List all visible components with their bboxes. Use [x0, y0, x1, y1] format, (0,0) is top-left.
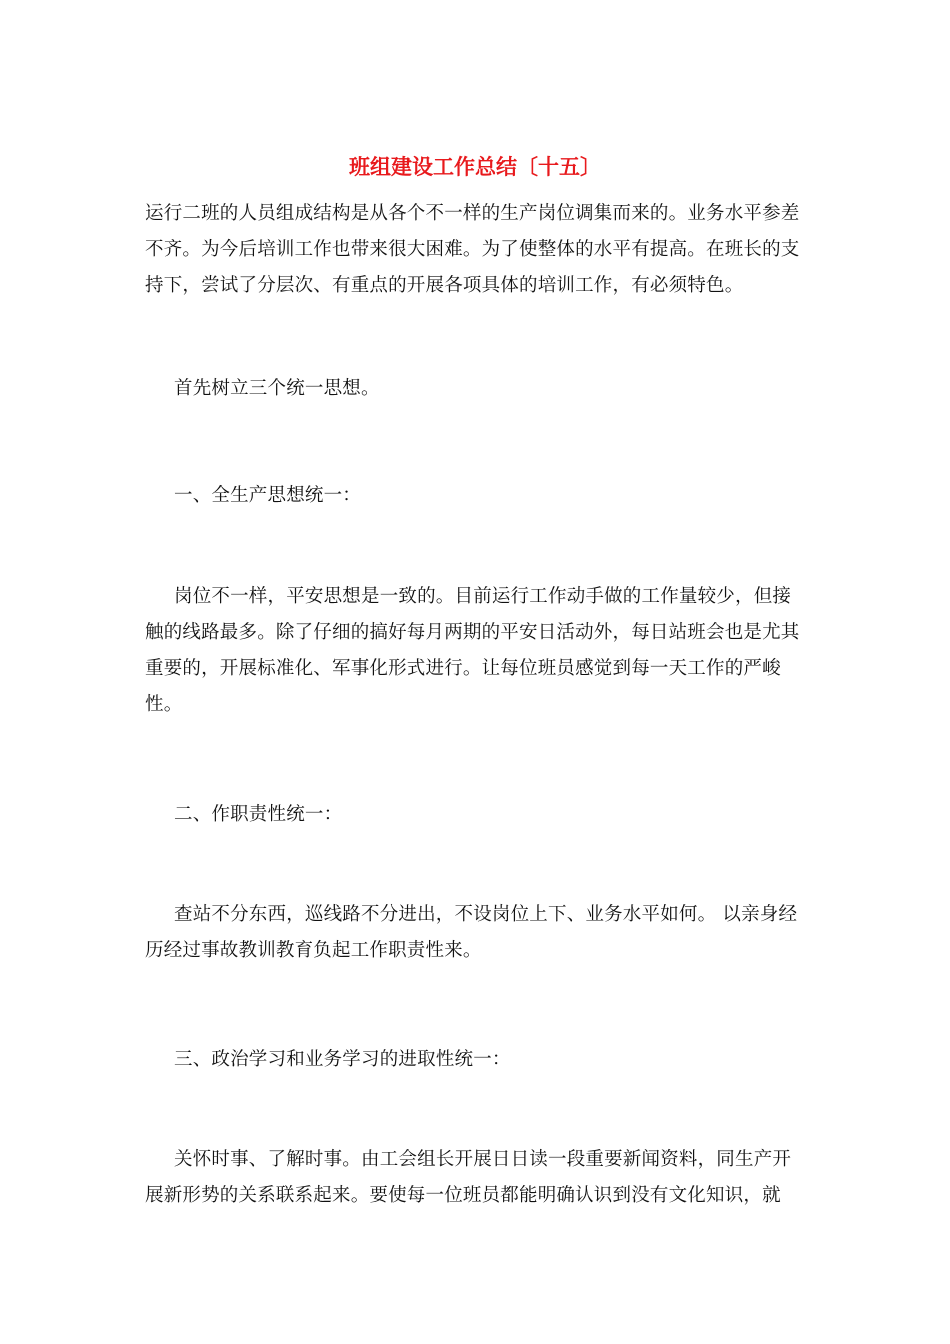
- paragraph-safety: 岗位不一样，平安思想是一致的。目前运行工作动手做的工作量较少，但接触的线路最多。除了仔细的搞好每月两期的平安日活动外，每日站班会也是尤其重要的，开展标准化、军事化形式进行。让每位班员感觉到每一天工作的严峻性。: [145, 586, 800, 715]
- paragraph-three-unities: 首先树立三个统一思想。: [174, 378, 380, 399]
- paragraph-study: 关怀时事、了解时事。由工会组长开展日日读一段重要新闻资料，同生产开展新形势的关系联系起来。要使每一位班员都能明确认识到没有文化知识，就: [145, 1149, 792, 1206]
- paragraph-intro: 运行二班的人员组成结构是从各个不一样的生产岗位调集而来的。业务水平参差不齐。为今后培训工作也带来很大困难。为了使整体的水平有提高。在班长的支持下，尝试了分层次、有重点的开展各项具体的培训工作，有必须特色。: [145, 203, 800, 296]
- heading-safety-unity: 一、全生产思想统一：: [174, 485, 362, 506]
- heading-study-unity: 三、政治学习和业务学习的进取性统一：: [174, 1049, 511, 1070]
- paragraph-responsibility: 查站不分东西，巡线路不分进出，不设岗位上下、业务水平如何。 以亲身经历经过事故教训教育负起工作职责性来。: [145, 904, 798, 961]
- heading-responsibility-unity: 二、作职责性统一：: [174, 804, 343, 825]
- document-title: 班组建设工作总结〔十五〕: [349, 155, 601, 179]
